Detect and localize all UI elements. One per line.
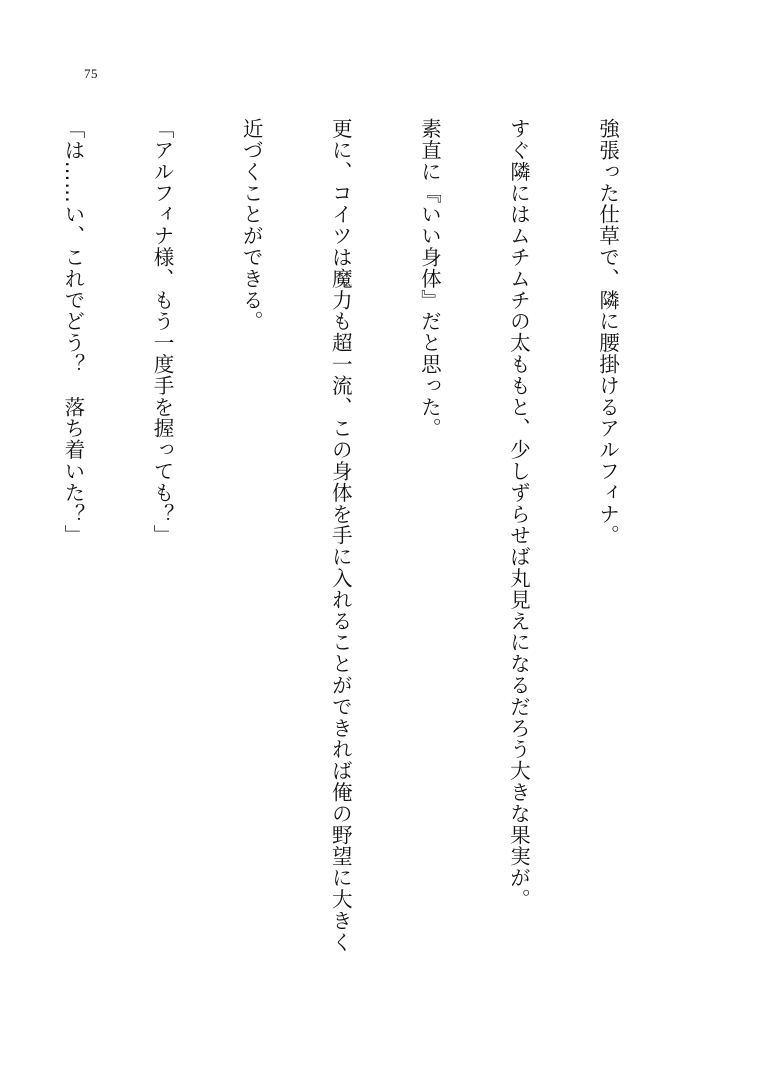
text-line: すぐ隣にはムチムチの太ももと、少しずらせば丸見えになるだろう大きな果実が。 (506, 118, 531, 910)
text-line: 「は……い、これでどう？ 落ち着いた？」 (60, 118, 85, 546)
text-line: 更に、コイツは魔力も超一流、この身体を手に入れることができれば俺の野望に大きく (328, 118, 353, 953)
text-line: 近づくことができる。 (239, 118, 264, 332)
text-line: 強張った仕草で、隣に腰掛けるアルフィナ。 (595, 118, 620, 546)
page-number: 75 (84, 66, 98, 81)
text-line: 「アルフィナ様、もう一度手を握っても？」 (150, 118, 175, 546)
text-line: 素直に『いい身体』だと思った。 (417, 118, 442, 439)
vertical-text-body (0, 118, 681, 978)
